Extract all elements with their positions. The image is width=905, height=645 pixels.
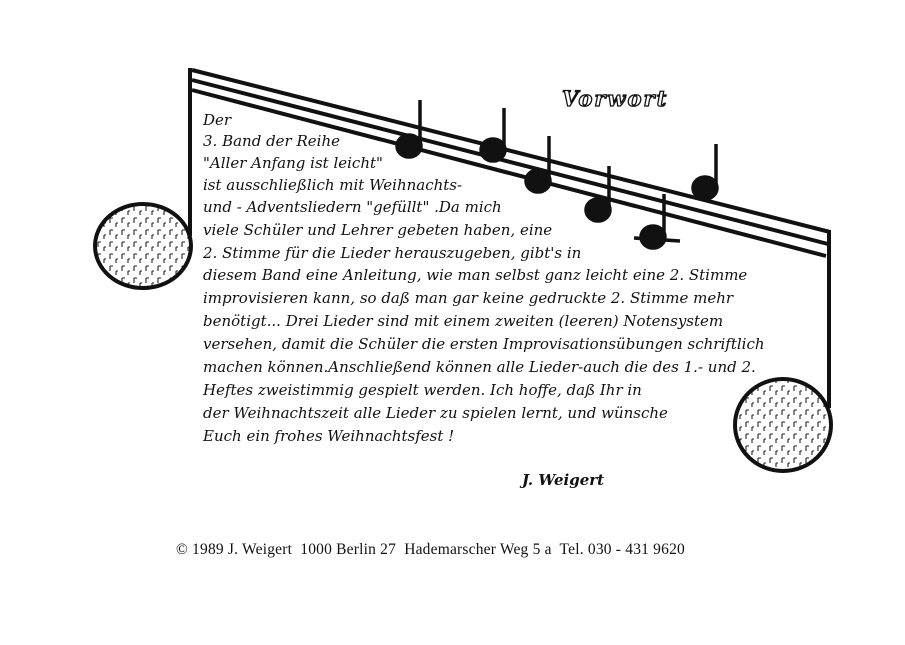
signature: J. Weigert <box>522 471 605 489</box>
body-line: viele Schüler und Lehrer gebeten haben, eine <box>203 221 553 239</box>
copyright-footer: © 1989 J. Weigert 1000 Berlin 27 Hademarscher Weg 5 a Tel. 030 - 431 9620 <box>176 541 685 558</box>
preface-heading: Vorwort <box>562 86 669 111</box>
body-line: Der <box>203 111 232 129</box>
body-line: "Aller Anfang ist leicht" <box>203 154 383 172</box>
body-line: 2. Stimme für die Lieder herauszugeben, gibt's in <box>203 244 582 262</box>
body-line: machen können.Anschließend können alle Lieder-auch die des 1.- und 2. <box>203 358 756 376</box>
body-line: Heftes zweistimmig gespielt werden. Ich hoffe, daß Ihr in <box>203 381 642 399</box>
body-line: benötigt... Drei Lieder sind mit einem zweiten (leeren) Notensystem <box>203 312 724 330</box>
note-6 <box>693 144 717 199</box>
note-3 <box>526 136 550 192</box>
note-2 <box>481 108 505 161</box>
body-line: und - Adventsliedern "gefüllt" .Da mich <box>203 198 502 216</box>
left-note-head <box>95 204 191 288</box>
body-line: 3. Band der Reihe <box>203 132 340 150</box>
body-line: diesem Band eine Anleitung, wie man selbst ganz leicht eine 2. Stimme <box>203 266 748 284</box>
body-line: ist ausschließlich mit Weihnachts- <box>203 176 463 194</box>
body-line: versehen, damit die Schüler die ersten Improvisationsübungen schriftlich <box>203 335 765 353</box>
body-line: der Weihnachtszeit alle Lieder zu spielen lernt, und wünsche <box>203 404 668 422</box>
right-note-head <box>735 379 831 471</box>
body-line: Euch ein frohes Weihnachtsfest ! <box>203 427 455 445</box>
body-line: improvisieren kann, so daß man gar keine gedruckte 2. Stimme mehr <box>203 289 734 307</box>
